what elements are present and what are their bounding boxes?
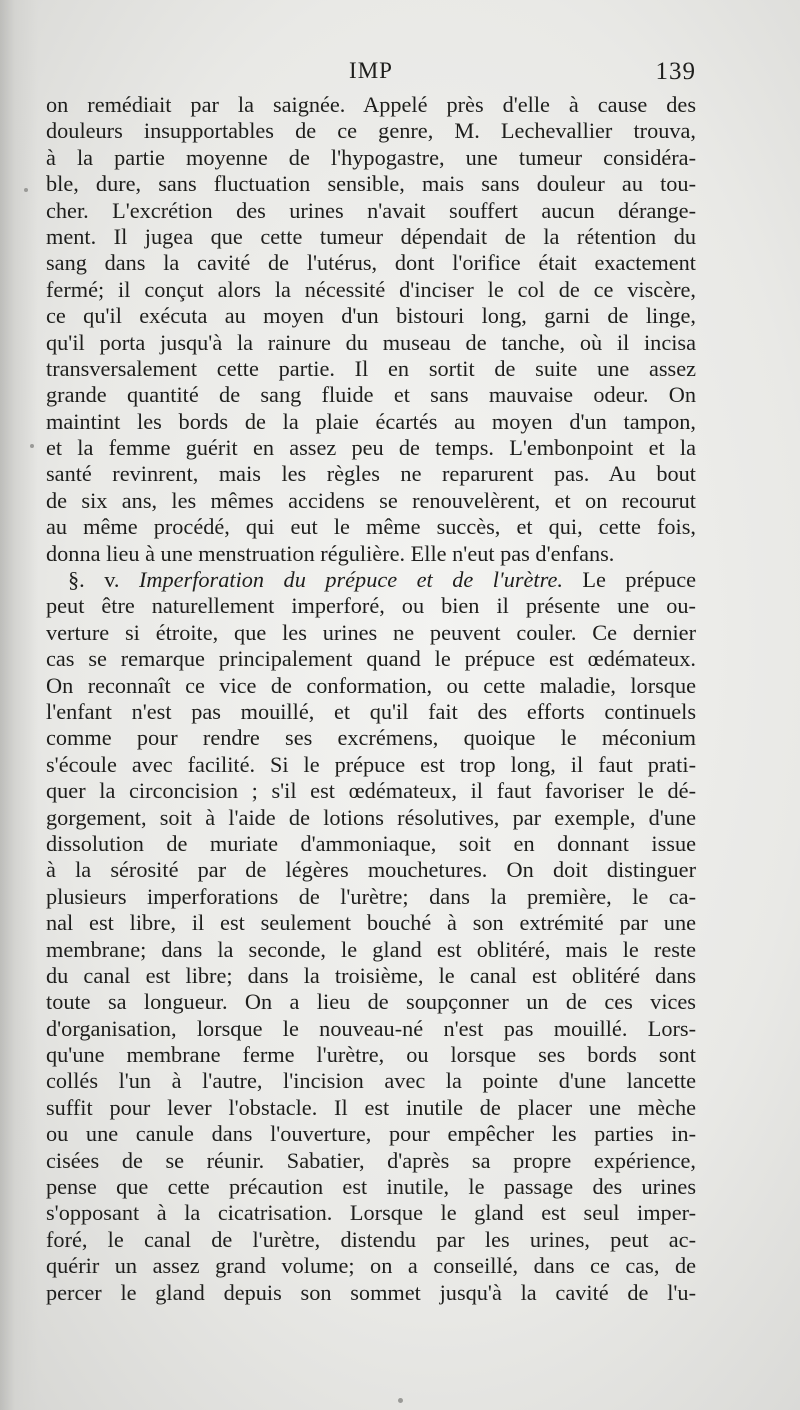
text-line: suffit pour lever l'obstacle. Il est inutile de placer une mèche	[46, 1094, 696, 1120]
text-line: qu'il porta jusqu'à la rainure du museau de tanche, où il incisa	[46, 329, 696, 355]
text-line: membrane; dans la seconde, le gland est oblitéré, mais le reste	[46, 936, 696, 962]
text-line: grande quantité de sang fluide et sans mauvaise odeur. On	[46, 382, 696, 408]
section-title: Imperforation du prépuce et de l'urètre.	[138, 567, 563, 593]
text-line: l'enfant n'est pas mouillé, et qu'il fait des efforts continuels	[46, 698, 696, 724]
text-line: quérir un assez grand volume; on a conseillé, dans ce cas, de	[46, 1253, 696, 1279]
text-line: et la femme guérit en assez peu de temps. L'embonpoint et la	[46, 435, 696, 461]
section-heading-line	[46, 567, 696, 593]
text-line: On reconnaît ce vice de conformation, ou cette maladie, lorsque	[46, 672, 696, 698]
text-line: du canal est libre; dans la troisième, le canal est oblitéré dans	[46, 962, 696, 988]
text-line: cher. L'excrétion des urines n'avait souffert aucun dérange-	[46, 197, 696, 223]
paper-speck	[398, 1398, 403, 1403]
text-line: donna lieu à une menstruation régulière. Elle n'eut pas d'enfans.	[46, 540, 615, 566]
page-header	[46, 58, 696, 94]
paper-speck	[24, 188, 28, 192]
text-line: au même procédé, qui eut le même succès, et qui, cette fois,	[46, 514, 696, 540]
text-line: gorgement, soit à l'aide de lotions résolutives, par exemple, d'une	[46, 804, 696, 830]
text-line: pense que cette précaution est inutile, le passage des urines	[46, 1174, 696, 1200]
text-line: fermé; il conçut alors la nécessité d'inciser le col de ce viscère,	[46, 276, 696, 302]
text-line: à la sérosité par de légères mouchetures. On doit distinguer	[46, 857, 696, 883]
running-head: IMP	[349, 58, 393, 83]
text-line: d'organisation, lorsque le nouveau-né n'est pas mouillé. Lors-	[46, 1015, 696, 1041]
text-line: collés l'un à l'autre, l'incision avec la pointe d'une lancette	[46, 1068, 696, 1094]
text-line: foré, le canal de l'urètre, distendu par les urines, peut ac-	[46, 1226, 696, 1252]
text-line: percer le gland depuis son sommet jusqu'à la cavité de l'u-	[46, 1279, 696, 1305]
text-line: sang dans la cavité de l'utérus, dont l'orifice était exactement	[46, 250, 696, 276]
text-line: qu'une membrane ferme l'urètre, ou lorsque ses bords sont	[46, 1042, 696, 1068]
text-line: santé revinrent, mais les règles ne reparurent pas. Au bout	[46, 461, 696, 487]
section-first-words: Le prépuce	[582, 567, 696, 593]
text-line: douleurs insupportables de ce genre, M. Lechevallier trouva,	[46, 118, 696, 144]
text-line: de six ans, les mêmes accidens se renouvelèrent, et on recourut	[46, 487, 696, 513]
page-number: 139	[655, 58, 696, 85]
section-number: §. v.	[68, 567, 120, 593]
text-line: transversalement cette partie. Il en sortit de suite une assez	[46, 355, 696, 381]
text-line: peut être naturellement imperforé, ou bien il présente une ou-	[46, 593, 696, 619]
paper-speck	[30, 444, 34, 448]
text-line: comme pour rendre ses excrémens, quoique le méconium	[46, 725, 696, 751]
text-line: nal est libre, il est seulement bouché à son extrémité par une	[46, 910, 696, 936]
text-line: cas se remarque principalement quand le prépuce est œdémateux.	[46, 646, 696, 672]
text-line: ou une canule dans l'ouverture, pour empêcher les parties in-	[46, 1121, 696, 1147]
text-line: ble, dure, sans fluctuation sensible, mais sans douleur au tou-	[46, 171, 696, 197]
body-text	[46, 92, 696, 1306]
text-line: s'écoule avec facilité. Si le prépuce est trop long, il faut prati-	[46, 751, 696, 777]
text-line: maintint les bords de la plaie écartés au moyen d'un tampon,	[46, 408, 696, 434]
text-line: on remédiait par la saignée. Appelé près d'elle à cause des	[46, 92, 696, 117]
text-line: cisées de se réunir. Sabatier, d'après sa propre expérience,	[46, 1147, 696, 1173]
text-line: verture si étroite, que les urines ne peuvent couler. Ce dernier	[46, 619, 696, 645]
text-line: ment. Il jugea que cette tumeur dépendait de la rétention du	[46, 223, 696, 249]
text-line: quer la circoncision ; s'il est œdémateux, il faut favoriser le dé-	[46, 778, 696, 804]
text-line: dissolution de muriate d'ammoniaque, soit en donnant issue	[46, 830, 696, 856]
text-line: plusieurs imperforations de l'urètre; dans la première, le ca-	[46, 883, 696, 909]
text-line: toute sa longueur. On a lieu de soupçonner un de ces vices	[46, 989, 696, 1015]
text-line: s'opposant à la cicatrisation. Lorsque le gland est seul imper-	[46, 1200, 696, 1226]
binding-shadow	[0, 0, 38, 1410]
text-line: à la partie moyenne de l'hypogastre, une tumeur considéra-	[46, 144, 696, 170]
text-line: ce qu'il exécuta au moyen d'un bistouri long, garni de linge,	[46, 303, 696, 329]
